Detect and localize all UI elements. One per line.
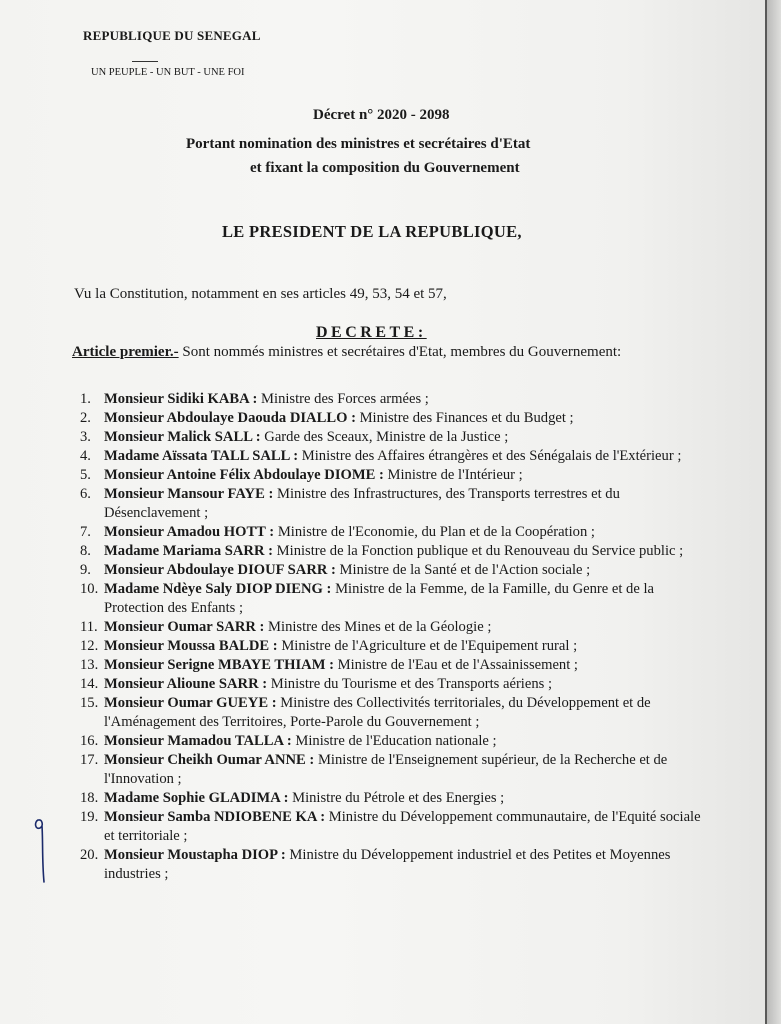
minister-name: Monsieur Abdoulaye Daouda DIALLO : bbox=[104, 410, 356, 426]
list-item-number: 19. bbox=[80, 809, 99, 825]
list-item-text bbox=[104, 580, 710, 618]
list-item-number: 18. bbox=[80, 790, 99, 806]
list-item-number: 9. bbox=[80, 562, 91, 578]
minister-role: Ministre de la Santé et de l'Action sociale ; bbox=[335, 562, 591, 578]
minister-role: Ministre du Pétrole et des Energies ; bbox=[288, 790, 505, 806]
article-label: Article premier.- bbox=[72, 344, 179, 360]
minister-name: Monsieur Oumar SARR : bbox=[104, 619, 265, 635]
list-item-number: 5. bbox=[80, 467, 91, 483]
article-premier bbox=[72, 344, 621, 361]
minister-role: Ministre de l'Agriculture et de l'Equipement rural ; bbox=[277, 638, 578, 654]
constitution-reference: Vu la Constitution, notamment en ses articles 49, 53, 54 et 57, bbox=[74, 286, 447, 302]
list-item bbox=[80, 561, 710, 580]
minister-name: Monsieur Cheikh Oumar ANNE : bbox=[104, 752, 315, 768]
list-item bbox=[80, 732, 710, 751]
minister-name: Madame Aïssata TALL SALL : bbox=[104, 448, 299, 464]
minister-role: Ministre du Développement industriel et des Petites et Moyennes industries ; bbox=[104, 847, 671, 882]
minister-role: Ministre des Finances et du Budget ; bbox=[355, 410, 574, 426]
list-item-number: 17. bbox=[80, 752, 99, 768]
list-item-text bbox=[104, 637, 710, 656]
minister-role: Ministre des Affaires étrangères et des Sénégalais de l'Extérieur ; bbox=[298, 448, 682, 464]
list-item-number: 16. bbox=[80, 733, 99, 749]
list-item-text bbox=[104, 656, 710, 675]
minister-role: Ministre des Mines et de la Géologie ; bbox=[264, 619, 492, 635]
minister-role: Ministre de l'Enseignement supérieur, de la Recherche et de l'Innovation ; bbox=[104, 752, 668, 787]
minister-name: Monsieur Antoine Félix Abdoulaye DIOME : bbox=[104, 467, 384, 483]
minister-name: Monsieur Mamadou TALLA : bbox=[104, 733, 292, 749]
minister-name: Monsieur Moustapha DIOP : bbox=[104, 847, 286, 863]
list-item-text bbox=[104, 846, 710, 884]
list-item-number: 10. bbox=[80, 581, 99, 597]
list-item-text bbox=[104, 561, 710, 580]
list-item bbox=[80, 485, 710, 523]
president-heading: LE PRESIDENT DE LA REPUBLIQUE, bbox=[222, 222, 522, 241]
list-item-number: 2. bbox=[80, 410, 91, 426]
list-item bbox=[80, 580, 710, 618]
minister-role: Ministre de l'Education nationale ; bbox=[291, 733, 497, 749]
list-item-text bbox=[104, 447, 710, 466]
minister-name: Monsieur Serigne MBAYE THIAM : bbox=[104, 657, 334, 673]
minister-name: Madame Mariama SARR : bbox=[104, 543, 274, 559]
list-item-text bbox=[104, 675, 710, 694]
article-text: Sont nommés ministres et secrétaires d'Etat, membres du Gouvernement: bbox=[178, 344, 622, 360]
minister-name: Monsieur Abdoulaye DIOUF SARR : bbox=[104, 562, 336, 578]
list-item-number: 3. bbox=[80, 429, 91, 445]
minister-role: Ministre de la Femme, de la Famille, du Genre et de la Protection des Enfants ; bbox=[104, 581, 655, 616]
minister-role: Ministre des Collectivités territoriales, du Développement et de l'Aménagement des Territoires, Porte-Parole du Gouvernement ; bbox=[104, 695, 651, 730]
list-item-text bbox=[104, 789, 710, 808]
decree-number: Décret n° 2020 - 2098 bbox=[313, 107, 450, 123]
minister-role: Ministre des Infrastructures, des Transports terrestres et du Désenclavement ; bbox=[104, 486, 620, 521]
list-item bbox=[80, 694, 710, 732]
minister-name: Monsieur Sidiki KABA : bbox=[104, 391, 258, 407]
list-item bbox=[80, 523, 710, 542]
minister-name: Monsieur Mansour FAYE : bbox=[104, 486, 274, 502]
list-item-text bbox=[104, 618, 710, 637]
list-item bbox=[80, 618, 710, 637]
list-item bbox=[80, 656, 710, 675]
minister-name: Monsieur Samba NDIOBENE KA : bbox=[104, 809, 326, 825]
list-item-number: 4. bbox=[80, 448, 91, 464]
national-motto: UN PEUPLE - UN BUT - UNE FOI bbox=[91, 67, 245, 78]
list-item-number: 7. bbox=[80, 524, 91, 540]
list-item-text bbox=[104, 542, 710, 561]
list-item-text bbox=[104, 409, 710, 428]
list-item-text bbox=[104, 751, 710, 789]
minister-name: Monsieur Moussa BALDE : bbox=[104, 638, 278, 654]
list-item-number: 11. bbox=[80, 619, 98, 635]
decree-subtitle-line2: et fixant la composition du Gouvernement bbox=[250, 160, 520, 176]
minister-role: Ministre des Forces armées ; bbox=[257, 391, 429, 407]
list-item-number: 12. bbox=[80, 638, 99, 654]
list-item-text bbox=[104, 485, 710, 523]
minister-role: Ministre de l'Economie, du Plan et de la Coopération ; bbox=[274, 524, 595, 540]
list-item bbox=[80, 390, 710, 409]
list-item-text bbox=[104, 808, 710, 846]
list-item-text bbox=[104, 523, 710, 542]
decrete-heading: DECRETE: bbox=[316, 324, 427, 341]
page-edge-shadow bbox=[767, 0, 781, 1024]
list-item bbox=[80, 428, 710, 447]
list-item-text bbox=[104, 466, 710, 485]
minister-role: Ministre de l'Intérieur ; bbox=[383, 467, 523, 483]
list-item-number: 1. bbox=[80, 391, 91, 407]
minister-role: Ministre de la Fonction publique et du Renouveau du Service public ; bbox=[273, 543, 684, 559]
minister-name: Monsieur Amadou HOTT : bbox=[104, 524, 275, 540]
list-item-text bbox=[104, 694, 710, 732]
list-item bbox=[80, 637, 710, 656]
minister-name: Monsieur Oumar GUEYE : bbox=[104, 695, 277, 711]
list-item bbox=[80, 675, 710, 694]
list-item-number: 6. bbox=[80, 486, 91, 502]
list-item bbox=[80, 789, 710, 808]
list-item-number: 14. bbox=[80, 676, 99, 692]
list-item-number: 13. bbox=[80, 657, 99, 673]
decree-subtitle-line1: Portant nomination des ministres et secrétaires d'Etat bbox=[186, 136, 531, 152]
list-item-text bbox=[104, 390, 710, 409]
minister-role: Ministre du Développement communautaire, de l'Equité sociale et territoriale ; bbox=[104, 809, 701, 844]
header-divider bbox=[132, 61, 158, 62]
list-item bbox=[80, 751, 710, 789]
page-edge-line bbox=[765, 0, 767, 1024]
minister-list bbox=[80, 390, 710, 884]
minister-role: Ministre du Tourisme et des Transports aériens ; bbox=[267, 676, 553, 692]
minister-name: Madame Ndèye Saly DIOP DIENG : bbox=[104, 581, 332, 597]
minister-name: Monsieur Malick SALL : bbox=[104, 429, 261, 445]
list-item-text bbox=[104, 428, 710, 447]
handwritten-mark bbox=[30, 816, 60, 886]
minister-name: Madame Sophie GLADIMA : bbox=[104, 790, 289, 806]
list-item-text bbox=[104, 732, 710, 751]
list-item-number: 20. bbox=[80, 847, 99, 863]
list-item bbox=[80, 808, 710, 846]
list-item bbox=[80, 542, 710, 561]
minister-name: Monsieur Alioune SARR : bbox=[104, 676, 268, 692]
list-item-number: 15. bbox=[80, 695, 99, 711]
minister-role: Ministre de l'Eau et de l'Assainissement ; bbox=[334, 657, 578, 673]
list-item bbox=[80, 409, 710, 428]
minister-role: Garde des Sceaux, Ministre de la Justice ; bbox=[260, 429, 509, 445]
list-item bbox=[80, 466, 710, 485]
list-item-number: 8. bbox=[80, 543, 91, 559]
list-item bbox=[80, 846, 710, 884]
list-item bbox=[80, 447, 710, 466]
country-name: REPUBLIQUE DU SENEGAL bbox=[83, 28, 261, 43]
